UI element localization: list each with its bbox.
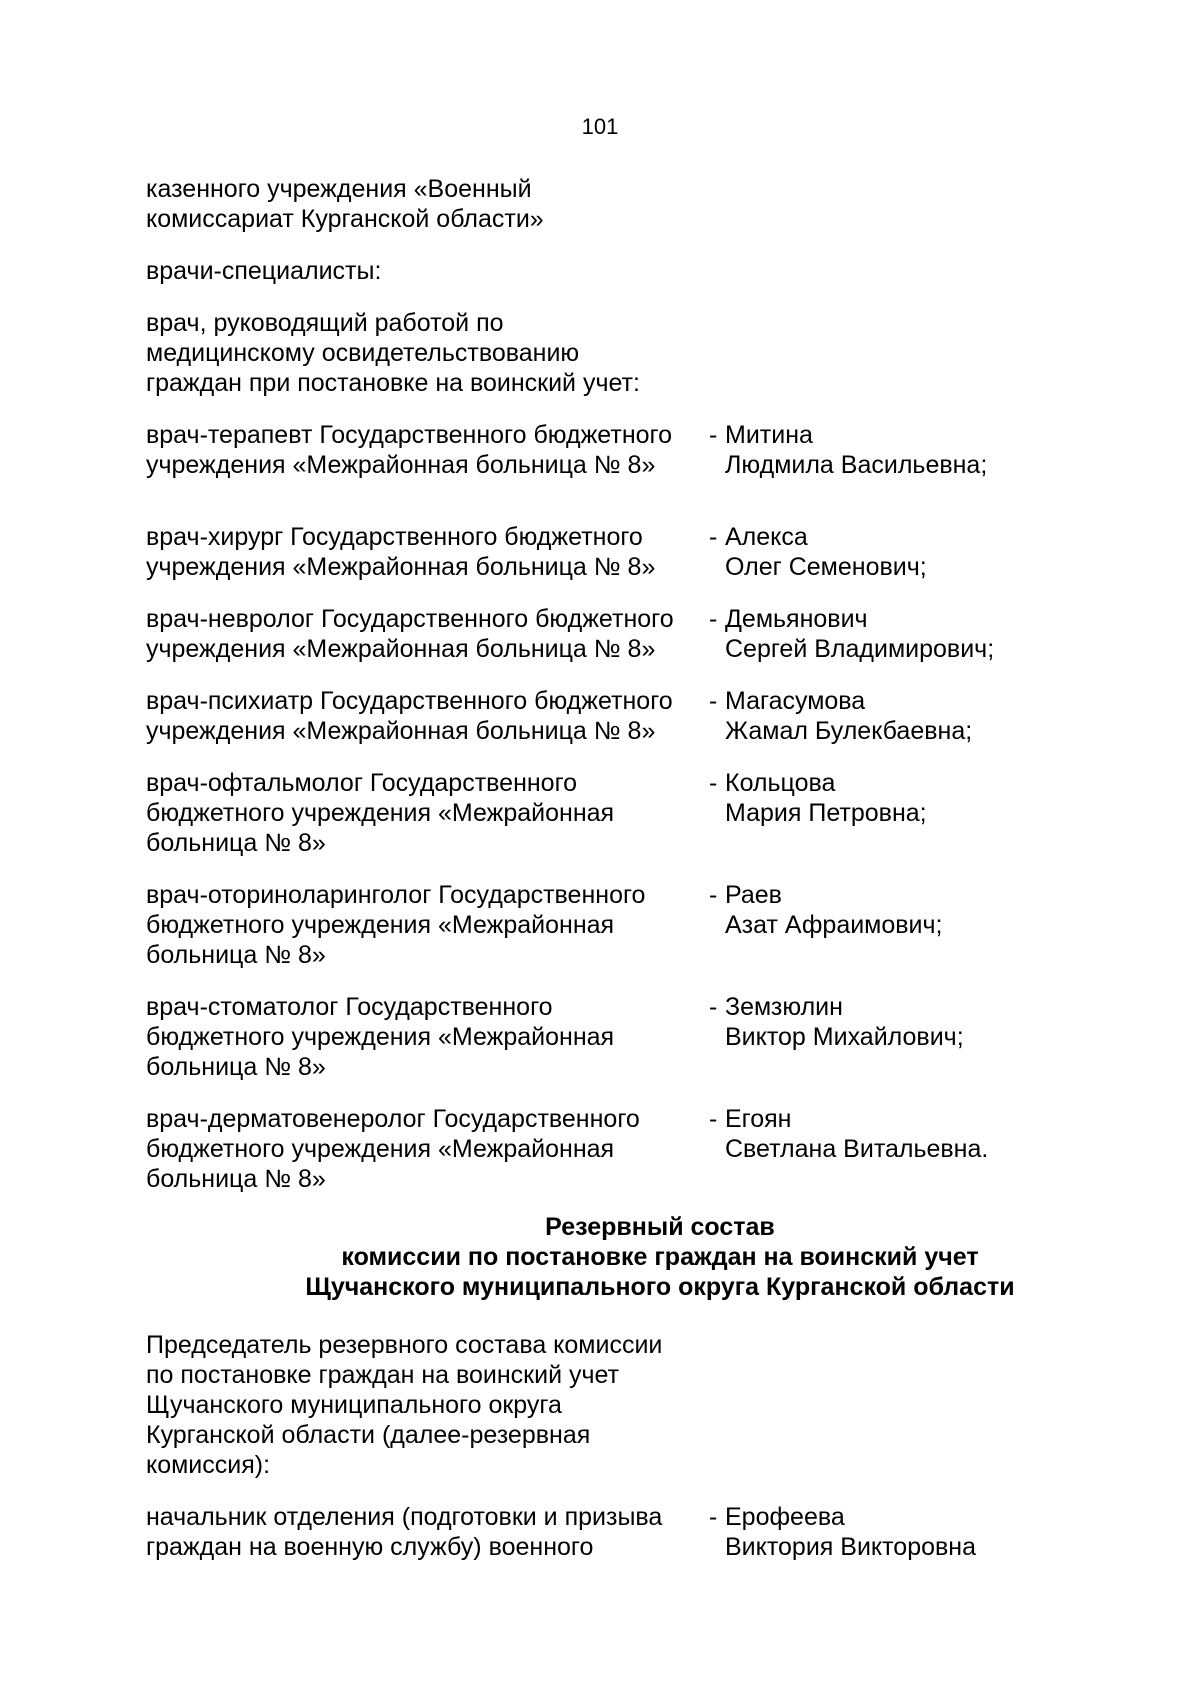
member-position: врач-оториноларинголог Государственного бюджетного учреждения «Межрайонная больница № 8» bbox=[146, 881, 646, 969]
member-dash: - bbox=[709, 1105, 718, 1133]
reserve-section-heading: Резервный состав комиссии по постановке граждан на воинский учет Щучанского муниципального округа Курганской области bbox=[305, 1213, 1015, 1301]
member-dash: - bbox=[709, 605, 718, 633]
member-row-psychiatrist bbox=[146, 686, 1156, 746]
member-row-neurologist bbox=[146, 604, 1156, 664]
specialists-label: врачи-специалисты: bbox=[146, 257, 382, 285]
member-name: Земзюлин Виктор Михайлович; bbox=[725, 993, 964, 1051]
reserve-commission-list bbox=[146, 1330, 1156, 1562]
member-position: врач-хирург Государственного бюджетного учреждения «Межрайонная больница № 8» bbox=[146, 523, 656, 581]
member-row-therapist bbox=[146, 420, 1156, 480]
member-position: врач-невролог Государственного бюджетного учреждения «Межрайонная больница № 8» bbox=[146, 605, 674, 663]
member-dash: - bbox=[709, 523, 718, 551]
member-position: врач-терапевт Государственного бюджетного учреждения «Межрайонная больница № 8» bbox=[146, 421, 673, 479]
member-position: врач-психиатр Государственного бюджетного учреждения «Межрайонная больница № 8» bbox=[146, 687, 673, 745]
member-row-dentist bbox=[146, 992, 1156, 1082]
member-dash: - bbox=[709, 881, 718, 909]
member-name: Ерофеева Виктория Викторовна bbox=[725, 1503, 977, 1561]
member-row-otolaryngologist bbox=[146, 880, 1156, 970]
member-position: врач-офтальмолог Государственного бюджетного учреждения «Межрайонная больница № 8» bbox=[146, 769, 615, 857]
member-dash: - bbox=[709, 1503, 718, 1531]
member-name: Митина Людмила Васильевна; bbox=[725, 421, 988, 479]
member-name: Егоян Светлана Витальевна. bbox=[725, 1105, 989, 1163]
member-name: Раев Азат Афраимович; bbox=[725, 881, 943, 939]
member-position: врач-стоматолог Государственного бюджетного учреждения «Межрайонная больница № 8» bbox=[146, 993, 615, 1081]
member-dash: - bbox=[709, 421, 718, 449]
member-name: Магасумова Жамал Булекбаевна; bbox=[725, 687, 973, 745]
member-row-dermatologist bbox=[146, 1104, 1156, 1194]
member-row-surgeon bbox=[146, 522, 1156, 582]
member-name: Кольцова Мария Петровна; bbox=[725, 769, 927, 827]
member-row-ophthalmologist bbox=[146, 768, 1156, 858]
member-position: врач-дерматовенеролог Государственного бюджетного учреждения «Межрайонная больница № 8» bbox=[146, 1105, 640, 1193]
reserve-chair-label: Председатель резервного состава комиссии по постановке граждан на воинский учет Щучанского муниципального округа Курганской области (далее-резервная комиссия): bbox=[146, 1331, 663, 1479]
member-name: Алекса Олег Семенович; bbox=[725, 523, 927, 581]
member-dash: - bbox=[709, 993, 718, 1021]
member-dash: - bbox=[709, 687, 718, 715]
org-name-tail: казенного учреждения «Военный комиссариат Курганской области» bbox=[146, 175, 544, 233]
lead-doctor-label: врач, руководящий работой по медицинскому освидетельствованию граждан при постановке на воинский учет: bbox=[146, 309, 640, 397]
member-name: Демьянович Сергей Владимирович; bbox=[725, 605, 995, 663]
reserve-chair-row bbox=[146, 1502, 1156, 1562]
member-dash: - bbox=[709, 769, 718, 797]
commission-list bbox=[146, 174, 1156, 1194]
page-number: 101 bbox=[581, 114, 619, 139]
member-position: начальник отделения (подготовки и призыва граждан на военную службу) военного bbox=[146, 1503, 663, 1561]
